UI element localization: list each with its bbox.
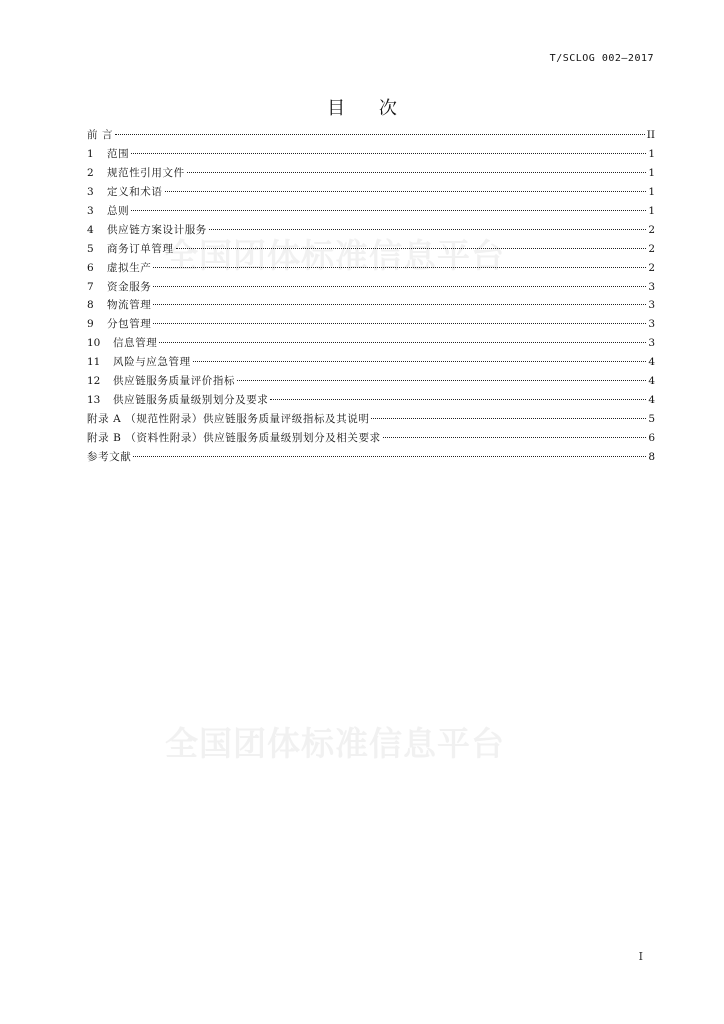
toc-entry[interactable] xyxy=(87,334,655,353)
toc-entry-page: 3 xyxy=(648,337,655,350)
toc-entry[interactable] xyxy=(87,259,655,278)
watermark-bottom: 全国团体标准信息平台 xyxy=(165,724,505,763)
toc-entry-page: 3 xyxy=(648,299,655,312)
toc-entry-number: 9 xyxy=(87,318,94,331)
toc-dot-leader xyxy=(159,342,646,343)
toc-dot-leader xyxy=(131,210,646,211)
toc-entry-label: 虚拟生产 xyxy=(107,261,152,274)
toc-dot-leader xyxy=(371,418,646,419)
toc-entry-page: 2 xyxy=(648,223,655,236)
toc-entry[interactable] xyxy=(87,429,655,448)
toc-entry-page: 6 xyxy=(648,432,655,444)
toc-entry-number: 8 xyxy=(87,299,94,312)
toc-entry-page: 3 xyxy=(648,280,655,293)
toc-entry-page: 4 xyxy=(648,394,655,407)
toc-entry-number: 4 xyxy=(87,223,94,236)
toc-dot-leader xyxy=(153,267,646,268)
toc-entry-page: 8 xyxy=(648,450,655,463)
toc-entry-page: 2 xyxy=(648,261,655,274)
toc-entry-label: 信息管理 xyxy=(113,337,158,350)
toc-entry-label: 规范性引用文件 xyxy=(107,166,185,179)
table-of-contents xyxy=(87,126,655,467)
toc-dot-leader xyxy=(115,134,645,135)
document-code: T/SCLOG 002—2017 xyxy=(549,53,654,64)
toc-entry-number: 1 xyxy=(87,147,94,160)
toc-entry[interactable] xyxy=(87,391,655,410)
toc-entry-number: 10 xyxy=(87,337,101,350)
toc-entry[interactable] xyxy=(87,372,655,391)
toc-dot-leader xyxy=(209,229,646,230)
toc-entry-label: 附录 A （规范性附录）供应链服务质量评级指标及其说明 xyxy=(87,413,370,426)
page-number: I xyxy=(638,950,643,963)
toc-entry-page: II xyxy=(646,129,655,141)
toc-entry-label: 总则 xyxy=(107,204,130,217)
toc-entry-page: 1 xyxy=(648,185,655,198)
toc-title: 目 次 xyxy=(327,98,411,119)
toc-entry[interactable] xyxy=(87,278,655,297)
toc-dot-leader xyxy=(153,323,646,324)
toc-entry-number: 3 xyxy=(87,204,94,217)
toc-entry-label: 范围 xyxy=(107,147,130,160)
toc-dot-leader xyxy=(383,437,647,438)
toc-entry-label: 供应链服务质量评价指标 xyxy=(113,375,236,388)
toc-dot-leader xyxy=(153,304,646,305)
toc-entry-label: 定义和术语 xyxy=(107,185,163,198)
toc-entry[interactable] xyxy=(87,126,655,145)
toc-entry[interactable] xyxy=(87,353,655,372)
toc-entry-label: 附录 B （资料性附录）供应链服务质量级别划分及相关要求 xyxy=(87,432,381,444)
toc-entry[interactable] xyxy=(87,202,655,221)
toc-entry[interactable] xyxy=(87,448,655,467)
toc-dot-leader xyxy=(237,380,646,381)
toc-entry-label: 供应链服务质量级别划分及要求 xyxy=(113,394,269,407)
toc-entry-number: 11 xyxy=(87,356,101,369)
toc-entry[interactable] xyxy=(87,296,655,315)
toc-entry-number: 5 xyxy=(87,242,94,255)
toc-entry-page: 5 xyxy=(648,413,655,426)
toc-entry-label: 风险与应急管理 xyxy=(113,356,191,369)
toc-entry-number: 12 xyxy=(87,375,101,388)
toc-dot-leader xyxy=(176,248,647,249)
toc-entry-page: 2 xyxy=(648,242,655,255)
toc-entry-label: 分包管理 xyxy=(107,318,152,331)
toc-entry-label: 前 言 xyxy=(87,129,114,141)
toc-entry-number: 2 xyxy=(87,166,94,179)
toc-entry-number: 13 xyxy=(87,394,101,407)
toc-dot-leader xyxy=(193,361,647,362)
toc-dot-leader xyxy=(153,286,646,287)
toc-entry[interactable] xyxy=(87,183,655,202)
toc-dot-leader xyxy=(165,191,647,192)
toc-entry[interactable] xyxy=(87,315,655,334)
toc-entry-page: 4 xyxy=(648,356,655,369)
toc-entry-number: 3 xyxy=(87,185,94,198)
toc-entry[interactable] xyxy=(87,145,655,164)
toc-entry-page: 4 xyxy=(648,375,655,388)
toc-entry[interactable] xyxy=(87,410,655,429)
toc-entry-label: 物流管理 xyxy=(107,299,152,312)
toc-dot-leader xyxy=(187,172,647,173)
toc-entry-label: 资金服务 xyxy=(107,280,152,293)
toc-entry-label: 参考文献 xyxy=(87,450,132,463)
toc-entry-page: 1 xyxy=(648,166,655,179)
toc-entry[interactable] xyxy=(87,240,655,259)
toc-entry-label: 商务订单管理 xyxy=(107,242,174,255)
toc-entry-page: 1 xyxy=(648,204,655,217)
toc-dot-leader xyxy=(270,399,646,400)
toc-entry-number: 7 xyxy=(87,280,94,293)
toc-dot-leader xyxy=(131,153,646,154)
toc-entry-number: 6 xyxy=(87,261,94,274)
toc-entry-page: 1 xyxy=(648,147,655,160)
toc-entry-label: 供应链方案设计服务 xyxy=(107,223,207,236)
toc-dot-leader xyxy=(133,456,646,457)
toc-entry-page: 3 xyxy=(648,318,655,331)
toc-entry[interactable] xyxy=(87,221,655,240)
toc-entry[interactable] xyxy=(87,164,655,183)
watermark-top: 全国团体标准信息平台 xyxy=(165,236,505,275)
